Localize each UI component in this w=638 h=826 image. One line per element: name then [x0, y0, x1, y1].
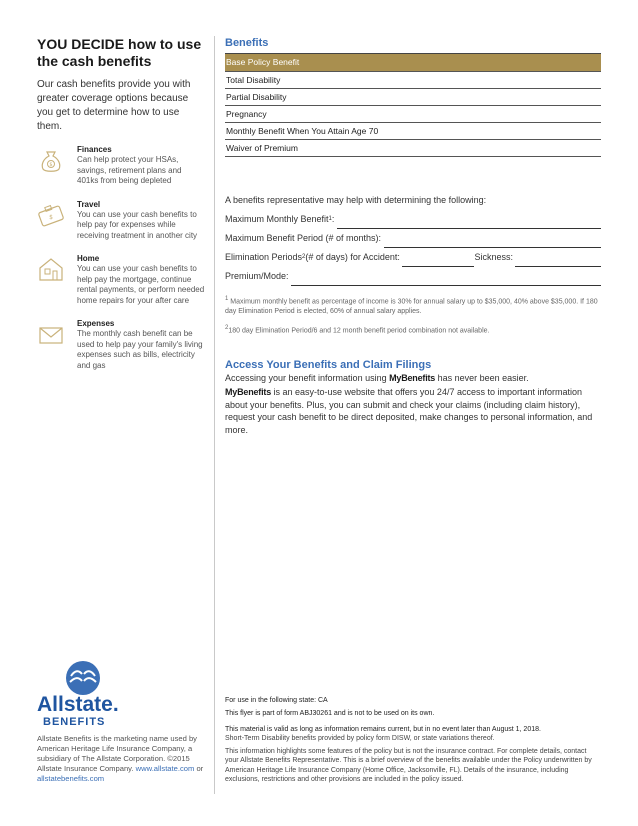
feature-home — [37, 253, 205, 306]
table-row: Waiver of Premium — [225, 140, 601, 157]
elimination-label: Elimination Periods — [225, 252, 303, 262]
right-column — [225, 36, 601, 436]
allstate-hands-icon — [61, 660, 105, 696]
table-row: Total Disability — [225, 71, 601, 89]
premium-field[interactable] — [291, 273, 601, 286]
money-bag-icon — [37, 146, 65, 174]
policy-note: Short-Term Disability benefits provided by policy form DISW, or state variations thereof. — [225, 734, 495, 742]
envelope-icon — [37, 320, 65, 348]
left-footer — [37, 734, 205, 784]
svg-text:$: $ — [49, 162, 53, 168]
allstate-link[interactable]: www.allstate.com — [135, 764, 195, 773]
footnote-2 — [225, 323, 601, 336]
elimination-line — [225, 248, 601, 267]
max-period-field[interactable] — [384, 235, 601, 248]
intro-text: Our cash benefits provide you with greater coverage options because you get to determine how to use them. — [37, 79, 191, 132]
disclaimer: This information highlights some features of the policy but is not the insurance contract. For complete details, contact your Allstate Benefits Representative. This is a brief overview of the benefits available under the Policy underwritten by American Heritage Life Insurance Company (Home Office, Jacksonville, FL). Details of the insurance, including exclusions, restrictions and other provisions are included in the policy issued. — [225, 748, 592, 784]
feature-body: Can help protect your HSAs, savings, retirement plans and 401ks from being depleted — [77, 155, 182, 185]
footnote-text: Maximum monthly benefit as percentage of income is 30% for annual salary up to $35,000, 40% above $35,000. If 180 day Elimination Period is elected, 60% of annual salary applies. — [225, 298, 598, 316]
footnote-1 — [225, 294, 601, 317]
max-benefit-field[interactable] — [337, 216, 601, 229]
mybenefits-brand: MyBenefits — [225, 387, 272, 398]
house-icon — [37, 255, 65, 283]
footnote-ref: 2 — [302, 254, 306, 260]
feature-body: The monthly cash benefit can be used to help pay your family's living expenses such as bills, electricity and gas — [77, 329, 203, 370]
accident-field[interactable] — [402, 254, 474, 267]
table-row: Partial Disability — [225, 89, 601, 106]
rep-intro: A benefits representative may help with determining the following: — [225, 195, 487, 205]
footnote-mark: 1 — [225, 296, 229, 302]
flyer-note: This flyer is part of form ABJ30261 and is not to be used on its own. — [225, 710, 435, 718]
left-column — [37, 36, 205, 383]
column-divider — [214, 36, 215, 794]
footer-text: Allstate Benefits is the marketing name used by American Heritage Life Insurance Company, a subsidiary of The Allstate Corporation. ©2015 Allstate Insurance Company. — [37, 734, 197, 773]
feature-title: Travel — [77, 199, 101, 209]
max-period-label: Maximum Benefit Period (# of months): — [225, 233, 382, 243]
footnote-text: 180 day Elimination Period/6 and 12 month benefit period combination not available. — [228, 327, 490, 335]
luggage-icon — [37, 201, 65, 229]
allstate-benefits-logo — [37, 660, 137, 728]
footer-or: or — [194, 764, 204, 773]
footnote-mark: 2 — [225, 325, 229, 332]
sickness-field[interactable] — [515, 254, 601, 267]
footnote-ref: 1 — [328, 216, 332, 222]
allstatebenefits-link[interactable]: allstatebenefits.com — [37, 774, 105, 783]
mybenefits-brand: MyBenefits — [389, 372, 436, 383]
feature-title: Home — [77, 254, 100, 263]
max-period-line — [225, 229, 601, 248]
legal-footer — [225, 696, 601, 788]
premium-line — [225, 267, 601, 286]
access-text: Accessing your benefit information using — [225, 372, 390, 383]
section-title: YOU DECIDE how to use the cash benefits — [37, 36, 202, 69]
sickness-label: Sickness: — [474, 252, 513, 262]
max-benefit-label: Maximum Monthly Benefit — [225, 214, 329, 224]
feature-finances — [37, 144, 205, 187]
state-note: For use in the following state: CA — [225, 697, 328, 704]
premium-label: Premium/Mode: — [225, 271, 289, 281]
feature-title: Finances — [77, 145, 112, 154]
logo-subtitle: BENEFITS — [43, 716, 106, 728]
svg-text:$: $ — [49, 213, 53, 221]
access-text: is an easy-to-use website that offers you 24/7 access to important information about your benefits. Plus, you can submit and check your claims (including claim history), request your cash benefit to be direct deposited, make changes to personal information, and more. — [225, 387, 593, 435]
elimination-accident-label: (# of days) for Accident: — [305, 252, 400, 262]
table-row: Monthly Benefit When You Attain Age 70 — [225, 123, 601, 140]
logo-wordmark: Allstate. — [37, 693, 119, 716]
benefits-heading: Benefits — [225, 37, 269, 49]
access-text: has never been easier. — [435, 372, 529, 383]
benefits-table — [225, 53, 601, 157]
feature-body: You can use your cash benefits to help pay the mortgage, continue rental payments, or perform needed home repairs for your after care — [77, 264, 205, 305]
feature-travel — [37, 199, 205, 242]
table-row: Pregnancy — [225, 106, 601, 123]
validity-note: This material is valid as long as information remains current, but in no event later than August 1, 2018. — [225, 725, 541, 733]
access-paragraph-2 — [225, 386, 601, 436]
feature-title: Expenses — [77, 319, 115, 328]
feature-expenses — [37, 318, 205, 371]
max-benefit-line: Maximum Monthly Benefit 1 : — [225, 210, 601, 229]
access-heading: Access Your Benefits and Claim Filings — [225, 358, 432, 371]
feature-body: You can use your cash benefits to help pay for expenses while receiving treatment in another city — [77, 209, 198, 240]
access-paragraph-1 — [225, 372, 601, 385]
representative-section — [225, 191, 601, 337]
table-header: Base Policy Benefit — [225, 54, 601, 71]
